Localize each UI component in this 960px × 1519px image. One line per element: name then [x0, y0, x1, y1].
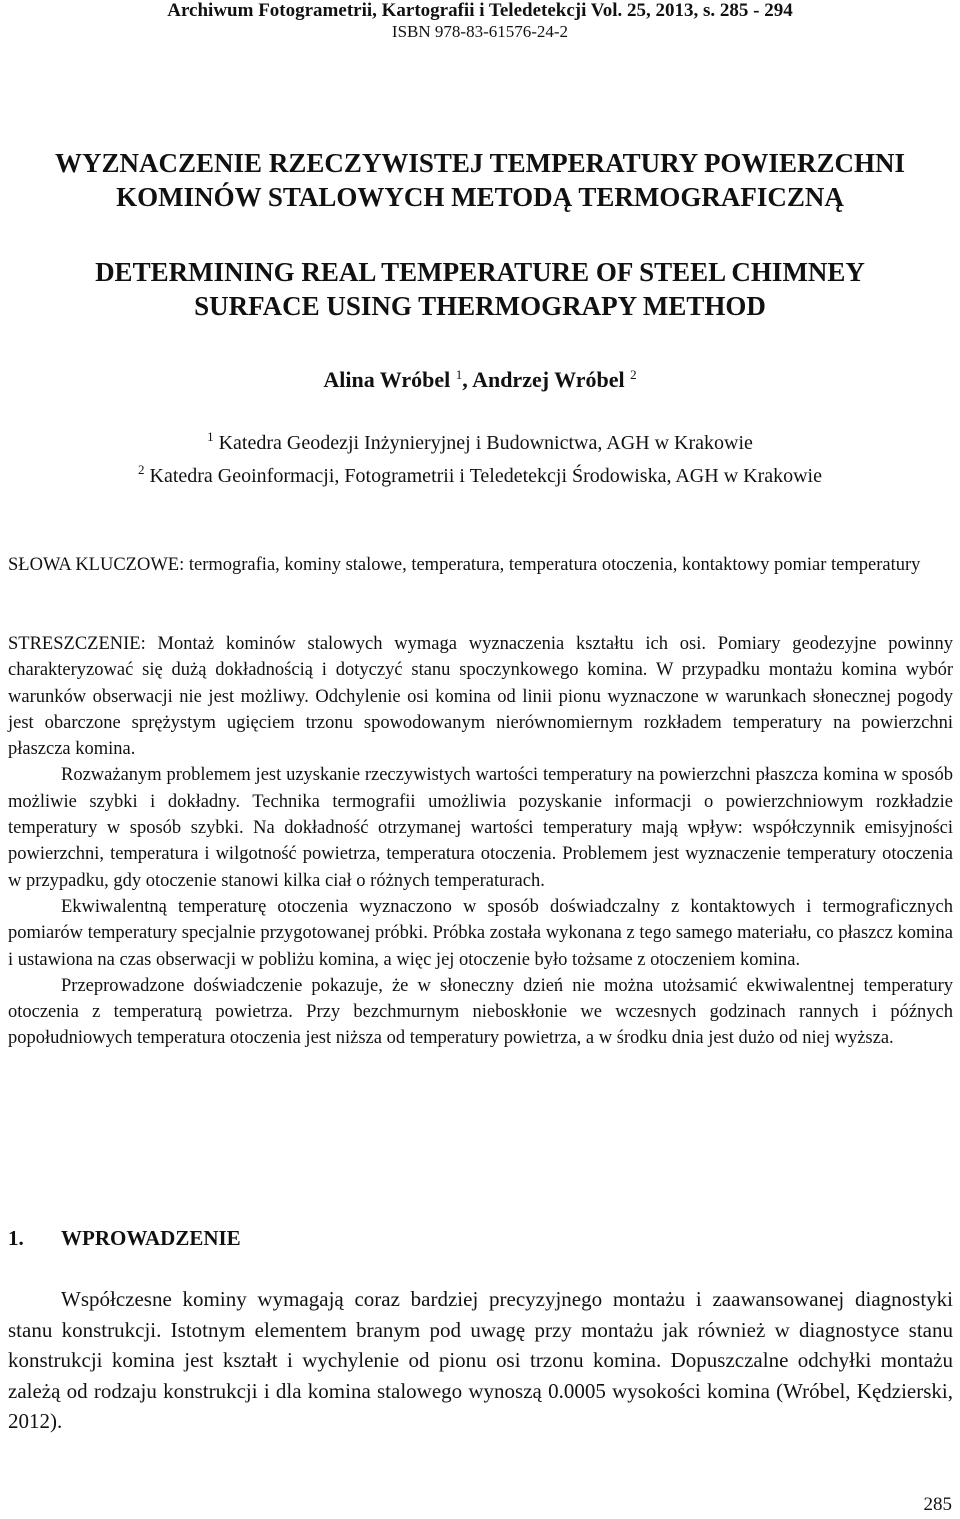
- section-heading: [8, 1224, 241, 1252]
- keywords: [8, 552, 953, 578]
- title-english-line-2: SURFACE USING THERMOGRAPY METHOD: [194, 291, 766, 321]
- title-polish-line-1: WYZNACZENIE RZECZYWISTEJ TEMPERATURY POWIERZCHNI: [55, 148, 905, 178]
- isbn-line: ISBN 978-83-61576-24-2: [391, 22, 569, 41]
- author-name: Alina Wróbel: [323, 367, 451, 392]
- page-number: 285: [923, 1494, 952, 1515]
- abstract-paragraph: Przeprowadzone doświadczenie pokazuje, że w słoneczny dzień nie można utożsamić ekwiwalentnej temperatury otoczenia z temperaturą powietrza. Przy bezchmurnym nieboskłonie we wczesnych godzinach rannych i późnych popołudniowych temperatura otoczenia jest niższa od temperatury powietrza, a w środku dnia jest dużo od niej wyższa.: [8, 975, 953, 1049]
- affiliation-text: Katedra Geodezji Inżynieryjnej i Budownictwa, AGH w Krakowie: [218, 432, 753, 454]
- affiliation: [0, 430, 960, 456]
- affiliation: [0, 463, 960, 489]
- author-name: Andrzej Wróbel: [472, 367, 625, 392]
- author-separator: ,: [462, 367, 473, 392]
- section-number: 1.: [8, 1226, 24, 1250]
- author-list: [0, 366, 960, 394]
- keywords-label: SŁOWA KLUCZOWE:: [8, 555, 185, 575]
- section-title: WPROWADZENIE: [61, 1226, 241, 1250]
- abstract-paragraph: Ekwiwalentną temperaturę otoczenia wyznaczono w sposób doświadczalny z kontaktowych i termograficznych pomiarów temperatury specjalnie przygotowanej próbki. Próbka została wykonana z tego samego materiału, co płaszcz komina i ustawiona na czas obserwacji w pobliżu komina, a więc jej otoczenie było tożsame z otoczeniem komina.: [8, 896, 953, 970]
- abstract-label: STRESZCZENIE:: [8, 634, 146, 654]
- title-polish: [0, 146, 960, 214]
- journal-header: Archiwum Fotogrametrii, Kartografii i Teledetekcji Vol. 25, 2013, s. 285 - 294: [167, 0, 793, 21]
- affiliation-text: Katedra Geoinformacji, Fotogrametrii i Teledetekcji Środowiska, AGH w Krakowie: [149, 465, 822, 487]
- keywords-text: termografia, kominy stalowe, temperatura, temperatura otoczenia, kontaktowy pomiar temperatury: [188, 555, 921, 575]
- affiliation-mark: 2: [138, 462, 145, 477]
- title-english: [0, 255, 960, 323]
- title-polish-line-2: KOMINÓW STALOWYCH METODĄ TERMOGRAFICZNĄ: [116, 182, 844, 212]
- abstract-paragraph: Rozważanym problemem jest uzyskanie rzeczywistych wartości temperatury na powierzchni płaszcza komina w sposób możliwie szybki i dokładny. Technika termografii umożliwia pozyskanie informacji o powierzchniowym rozkładzie temperatury w sposób szybki. Na dokładność otrzymanej wartości temperatury mają wpływ: współczynnik emisyjności powierzchni, temperatura i wilgotność powietrza, temperatura otoczenia. Problemem jest wyznaczenie temperatury otoczenia w przypadku, gdy otoczenie stanowi kilka ciał o różnych temperaturach.: [8, 765, 953, 891]
- author-affiliation-mark: 2: [630, 367, 637, 382]
- intro-paragraph: Współczesne kominy wymagają coraz bardziej precyzyjnego montażu i zaawansowanej diagnostyki stanu konstrukcji. Istotnym elementem branym pod uwagę przy montażu jak również w diagnostyce stanu konstrukcji komina jest kształt i wychylenie od pionu osi trzonu komina. Dopuszczalne odchyłki montażu zależą od rodzaju konstrukcji i dla komina stalowego wynoszą 0.0005 wysokości komina (Wróbel, Kędzierski, 2012).: [8, 1287, 953, 1433]
- abstract-paragraph-text: Montaż kominów stalowych wymaga wyznaczenia kształtu ich osi. Pomiary geodezyjne powinny charakteryzować się dużą dokładnością i dotyczyć stanu spoczynkowego komina. W przypadku montażu komina wybór warunków obserwacji nie jest możliwy. Odchylenie osi komina od linii pionu wyznaczone w warunkach słonecznej pogody jest obarczone sprężystym ugięciem trzonu spowodowanym nierównomiernym rozkładem temperatury na powierzchni płaszcza komina.: [8, 634, 954, 760]
- affiliation-mark: 1: [207, 429, 214, 444]
- abstract: [8, 631, 953, 1052]
- abstract-paragraph: [8, 631, 953, 762]
- title-english-line-1: DETERMINING REAL TEMPERATURE OF STEEL CHIMNEY: [95, 257, 865, 287]
- author-affiliation-mark: 1: [455, 367, 463, 382]
